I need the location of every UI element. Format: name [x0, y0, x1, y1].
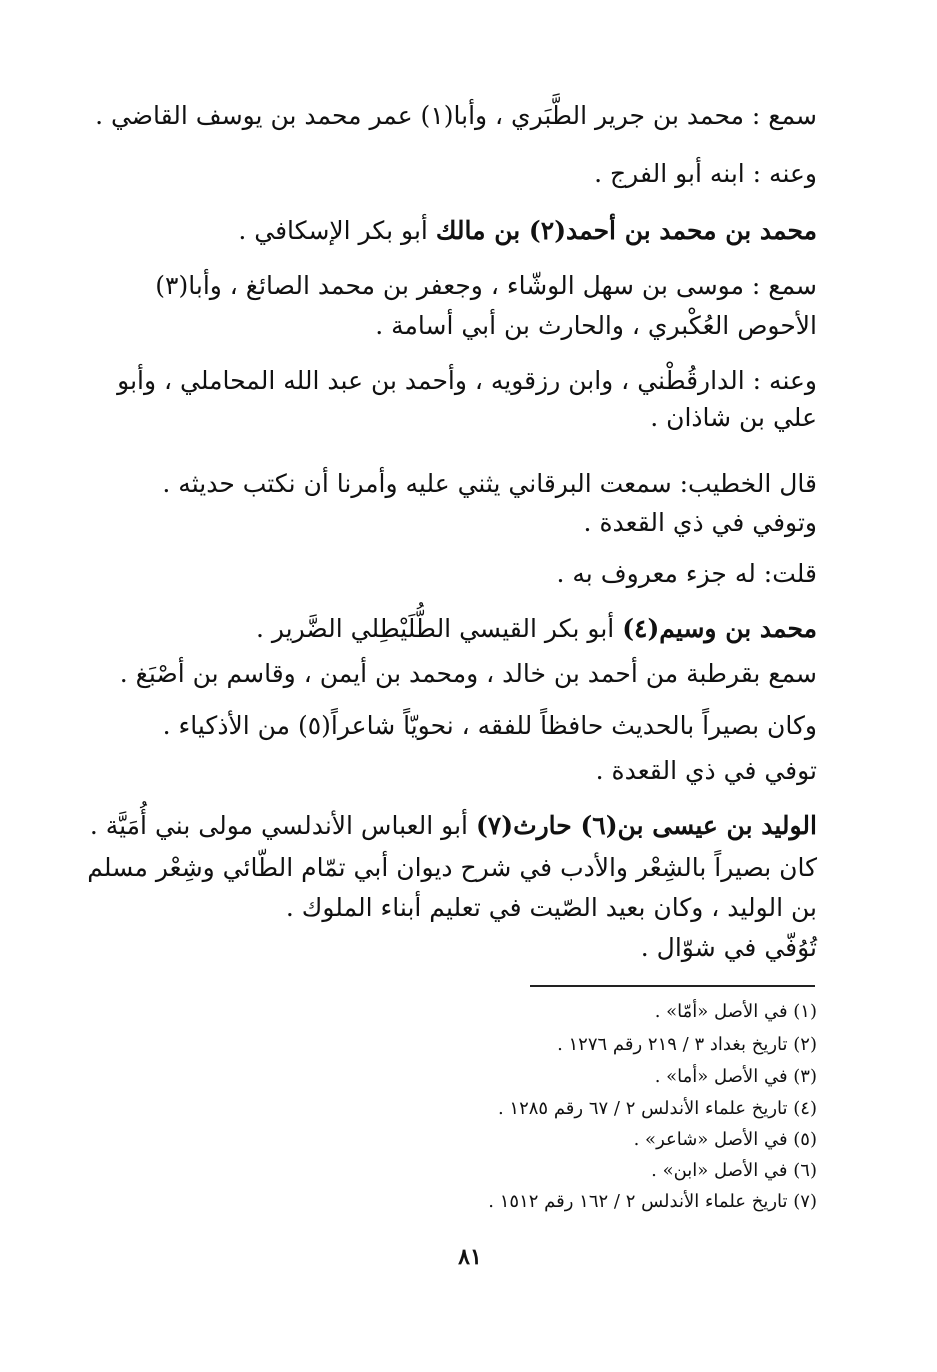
- text-line: بن الوليد ، وكان بعيد الصّيت في تعليم أبناء الملوك .: [285, 893, 817, 922]
- entry-name-rest: أبو بكر القيسي الطُّلَيْطِلي الضَّرير .: [255, 614, 623, 643]
- text-line: سمع : موسى بن سهل الوشّاء ، وجعفر بن محمد الصائغ ، وأبا(٣): [155, 271, 817, 300]
- page-number: ٨١: [458, 1244, 482, 1270]
- entry-name: محمد بن محمد بن أحمد(٢) بن مالك: [435, 216, 817, 245]
- text-line: كان بصيراً بالشِعْر والأدب في شرح ديوان أبي تمّام الطّائي وشِعْر مسلم: [87, 853, 817, 882]
- footnote: (٣) في الأصل «أما» .: [654, 1066, 817, 1087]
- text-line: قلت: له جزء معروف به .: [556, 559, 817, 588]
- entry-heading: [115, 205, 817, 257]
- footnote: (٤) تاريخ علماء الأندلس ٢ / ٦٧ رقم ١٢٨٥ .: [497, 1098, 817, 1119]
- text-line: وعنه : الدارقُطْني ، وابن رزقويه ، وأحمد بن عبد الله المحاملي ، وأبو: [117, 366, 817, 395]
- text-line: وعنه : ابنه أبو الفرج .: [594, 159, 817, 188]
- entry-name: الوليد بن عيسى بن(٦) حارث(٧): [475, 811, 817, 840]
- text-line: وتوفي في ذي القعدة .: [583, 508, 817, 537]
- footnote: (٦) في الأصل «ابن» .: [651, 1160, 817, 1181]
- text-line: توفي في ذي القعدة .: [595, 756, 817, 785]
- text-line: سمع بقرطبة من أحمد بن خالد ، ومحمد بن أيمن ، وقاسم بن أصْبَغ .: [119, 659, 817, 688]
- entry-name-rest: أبو بكر الإسكافي .: [238, 216, 436, 245]
- footnote-divider: [530, 985, 815, 987]
- footnote: (٧) تاريخ علماء الأندلس ٢ / ١٦٢ رقم ١٥١٢ .: [488, 1191, 817, 1212]
- text-line: وكان بصيراً بالحديث حافظاً للفقه ، نحويّاً شاعراً(٥) من الأذكياء .: [162, 711, 817, 740]
- text-line: قال الخطيب: سمعت البرقاني يثني عليه وأمرنا أن نكتب حديثه .: [162, 469, 817, 498]
- footnote: (٢) تاريخ بغداد ٣ / ٢١٩ رقم ١٢٧٦ .: [557, 1034, 817, 1055]
- text-line: الأحوص العُكْبري ، والحارث بن أبي أسامة .: [375, 311, 817, 340]
- text-line: علي بن شاذان .: [650, 403, 817, 432]
- entry-name-rest: أبو العباس الأندلسي مولى بني أُمَيَّة .: [89, 811, 476, 840]
- entry-name: محمد بن وسيم(٤): [622, 614, 817, 643]
- text-line: سمع : محمد بن جرير الطَّبَري ، وأبا(١) عمر محمد بن يوسف القاضي .: [95, 101, 817, 130]
- text-line: تُوُفّي في شوّال .: [640, 933, 817, 962]
- footnote: (٥) في الأصل «شاعر» .: [633, 1129, 817, 1150]
- footnote: (١) في الأصل «أمّا» .: [654, 1001, 817, 1022]
